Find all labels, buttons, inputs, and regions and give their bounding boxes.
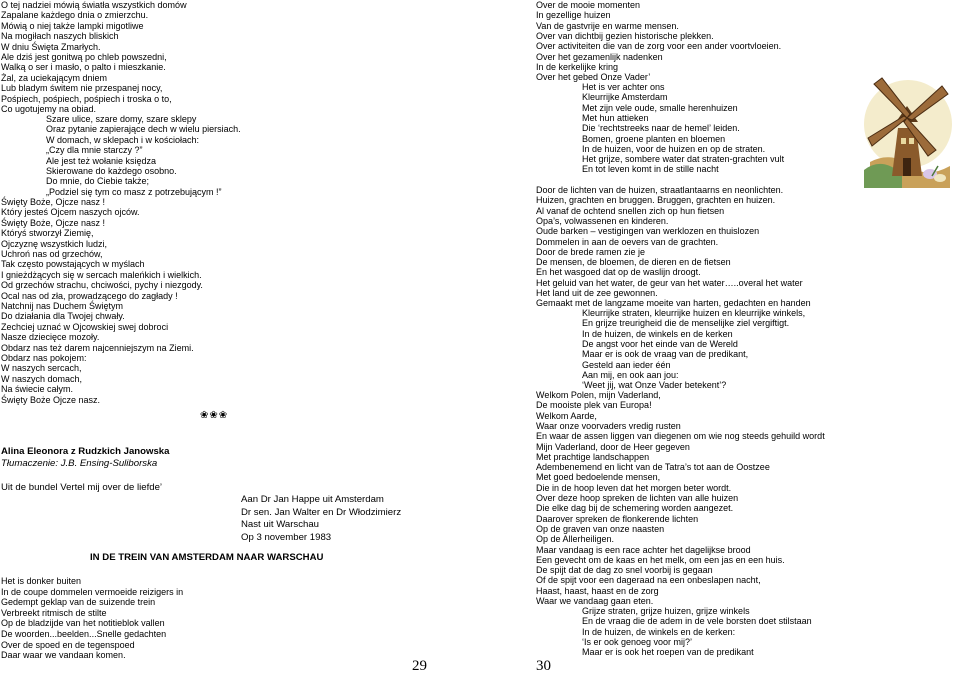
right-page xyxy=(480,0,960,676)
verse-line: Oude barken – vestigingen van werklozen en thuislozen xyxy=(536,226,760,237)
prayer-line: Obdarz nas też darem najcenniejszym na Ziemi. xyxy=(1,342,194,353)
verse-indented-line: Kleurrijke Amsterdam xyxy=(582,92,668,103)
prayer-line: Który jesteś Ojcem naszych ojców. xyxy=(1,207,140,218)
verse-line: De spijt dat de dag zo snel voorbij is gegaan xyxy=(536,565,713,576)
prayer-line: Obdarz nas pokojem: xyxy=(1,353,87,363)
verse-line: De mensen, de bloemen, de dieren en de fietsen xyxy=(536,257,731,268)
verse-line: Gemaakt met de langzame moeite van harten, gedachten en handen xyxy=(536,298,811,309)
verse-line: In de kerkelijke kring xyxy=(536,61,619,72)
verse-indented-line: En de vraag die de adem in de vele borsten doet stilstaan xyxy=(582,616,812,627)
poem-indented-line: „Podziel się tym co masz z potrzebującym !” xyxy=(46,186,222,197)
verse-line: Welkom Polen, mijn Vaderland, xyxy=(536,390,661,400)
verse-line: Over het gebed Onze Vader’ xyxy=(536,72,651,83)
verse-line: Huizen, grachten en bruggen. Bruggen, grachten en huizen. xyxy=(536,195,776,206)
prayer-line: I gnieżdżących się w sercach maleńkich i wielkich. xyxy=(1,269,202,280)
prayer-line: Ocal nas od zła, prowadzącego do zagłady ! xyxy=(1,290,178,301)
prayer-line: Święty Boże, Ojcze nasz ! xyxy=(1,197,106,207)
verse-indented-line: En tot leven komt in de stille nacht xyxy=(582,164,719,175)
poem-indented-line: Do mnie, do Ciebie także; xyxy=(46,176,150,187)
prayer-line: W naszych domach, xyxy=(1,373,83,384)
ornament: ❀❀❀ xyxy=(200,410,229,421)
verse-indented-line: Aan mij, en ook aan jou: xyxy=(582,369,679,380)
prayer-line: Uchroń nas od grzechów, xyxy=(1,249,103,259)
verse-line: In gezellige huizen xyxy=(536,10,611,21)
poem-line: Żal, za uciekającym dniem xyxy=(1,72,108,83)
trein-line: Het is donker buiten xyxy=(1,576,82,586)
prayer-line: Nasze dziecięce mozoły. xyxy=(1,332,100,343)
author-name: Alina Eleonora z Rudzkich Janowska xyxy=(1,446,170,457)
poem-indented-line: Szare ulice, szare domy, szare sklepy xyxy=(46,114,197,124)
prayer-line: W naszych sercach, xyxy=(1,363,82,374)
translator-credit: Tłumaczenie: J.B. Ensing-Suliborska xyxy=(1,458,158,469)
verse-indented-line: Met zijn vele oude, smalle herenhuizen xyxy=(582,102,738,113)
verse-line: Een gevecht om de kaas en het melk, om een jas en een huis. xyxy=(536,554,785,565)
trein-line: Op de bladzijde van het notitieblok vallen xyxy=(1,618,165,629)
verse-line: Dommelen in aan de oevers van de grachten. xyxy=(536,236,719,247)
prayer-line: Tak często powstających w myślach xyxy=(1,259,145,270)
verse-line: Het geluid van het water, de geur van het water…..overal het water xyxy=(536,277,803,288)
verse-line: Mijn Vaderland, door de Heer gegeven xyxy=(536,441,690,452)
verse-line: Opa’s, volwassenen en kinderen. xyxy=(536,215,669,226)
verse-line: De mooiste plek van Europa! xyxy=(536,400,652,411)
verse-line: Waar we vandaag gaan eten. xyxy=(536,596,654,606)
poem-line: Zapalane każdego dnia o zmierzchu. xyxy=(1,10,149,21)
verse-indented-line: ‘Weet jij, wat Onze Vader betekent’? xyxy=(582,380,727,391)
verse-line: Op de Allerheiligen. xyxy=(536,534,615,545)
poem-heading: IN DE TREIN VAN AMSTERDAM NAAR WARSCHAU xyxy=(90,552,324,563)
prayer-line: Od grzechów strachu, chciwości, pychy i niezgody. xyxy=(1,280,203,291)
poem-indented-line: „Czy dla mnie starczy ?” xyxy=(46,145,143,156)
trein-line: Daar waar we vandaan komen. xyxy=(1,650,126,661)
verse-line: Op de graven van onze naasten xyxy=(536,523,665,534)
verse-line: Die elke dag bij de schemering worden aangezet. xyxy=(536,503,734,514)
dedication-line: Aan Dr Jan Happe uit Amsterdam xyxy=(241,494,384,505)
verse-indented-line: Die ‘rechtstreeks naar de hemel’ leiden. xyxy=(582,123,740,134)
verse-line: Over activiteiten die van de zorg voor een ander voortvloeien. xyxy=(536,41,782,52)
prayer-line: Któryś stworzył Ziemię, xyxy=(1,228,94,239)
verse-indented-line: Grijze straten, grijze huizen, grijze winkels xyxy=(582,606,750,616)
page-number: 30 xyxy=(536,658,551,674)
verse-line: Al vanaf de ochtend snellen zich op hun fietsen xyxy=(536,205,725,216)
verse-line: Over de mooie momenten xyxy=(536,0,641,10)
prayer-line: Na świecie całym. xyxy=(1,384,74,395)
verse-line: Het land uit de zee gewonnen. xyxy=(536,288,658,298)
trein-line: De woorden...beelden...Snelle gedachten xyxy=(1,629,167,639)
verse-indented-line: Kleurrijke straten, kleurrijke huizen en kleurrijke winkels, xyxy=(582,308,806,318)
dedication-line: Op 3 november 1983 xyxy=(241,531,332,543)
verse-indented-line: Maar er is ook de vraag van de predikant, xyxy=(582,349,749,360)
verse-line: Met prachtige landschappen xyxy=(536,451,650,462)
verse-line: Door de lichten van de huizen, straatlantaarns en neonlichten. xyxy=(536,185,784,195)
dedication-line: Dr sen. Jan Walter en Dr Włodzimierz xyxy=(241,506,402,518)
prayer-line: Zechciej uznać w Ojcowskiej swej dobroci xyxy=(1,321,169,332)
verse-line: Door de brede ramen zie je xyxy=(536,246,646,257)
verse-indented-line: In de huizen, de winkels en de kerken: xyxy=(582,626,736,637)
verse-line: Welkom Aarde, xyxy=(536,410,597,421)
trein-line: Over de spoed en de tegenspoed xyxy=(1,639,135,650)
verse-indented-line: Bomen, groene planten en bloemen xyxy=(582,133,726,144)
verse-line: Adembenemend en licht van de Tatra’s tot aan de Oostzee xyxy=(536,462,770,473)
poem-line: Ale dziś jest gonitwą po chleb powszedni, xyxy=(1,52,167,62)
poem-line: Co ugotujemy na obiad. xyxy=(1,104,97,114)
verse-line: Over deze hoop spreken de lichten van alle huizen xyxy=(536,493,739,503)
poem-indented-line: Ale jest też wołanie księdza xyxy=(46,155,157,166)
poem-line: O tej nadziei mówią światła wszystkich domów xyxy=(1,0,187,10)
verse-line: Van de gastvrije en warme mensen. xyxy=(536,20,679,31)
prayer-line: Do działania dla Twojej chwały. xyxy=(1,311,125,322)
verse-line: Over het gezamenlijk nadenken xyxy=(536,51,663,62)
verse-line: Die in de hoop leven dat het morgen beter wordt. xyxy=(536,482,732,493)
verse-indented-line: Het is ver achter ons xyxy=(582,82,665,92)
poem-line: Mówią o niej także lampki migotliwe xyxy=(1,20,144,31)
trein-line: Verbreekt ritmisch de stilte xyxy=(1,607,107,618)
verse-indented-line: In de huizen, voor de huizen en op de straten. xyxy=(582,143,766,154)
prayer-line: Ojczyznę wszystkich ludzi, xyxy=(1,238,108,249)
verse-indented-line: En grijze treurigheid die de menselijke ziel vergiftigt. xyxy=(582,318,790,329)
poem-indented-line: W domach, w sklepach i w kościołach: xyxy=(46,134,200,145)
page-number: 29 xyxy=(412,658,427,674)
windmill-illustration xyxy=(862,70,952,188)
prayer-line: Natchnij nas Duchem Świętym xyxy=(1,301,124,311)
dedication-line: Nast uit Warschau xyxy=(241,519,320,530)
verse-indented-line: Het grijze, sombere water dat straten-grachten vult xyxy=(582,154,785,165)
verse-indented-line: Gesteld aan ieder één xyxy=(582,359,671,370)
verse-indented-line: In de huizen, de winkels en de kerken xyxy=(582,328,733,339)
poem-line: Walką o ser i masło, o palto i mieszkanie. xyxy=(1,62,166,73)
verse-line: Haast, haast, haast en de zorg xyxy=(536,585,659,596)
bundle-line: Uit de bundel Vertel mij over de liefde’ xyxy=(1,482,163,493)
trein-line: In de coupe dommelen vermoeide reizigers in xyxy=(1,586,184,597)
poem-line: Na mogiłach naszych bliskich xyxy=(1,31,119,42)
verse-line: Waar onze voorvaders vredig rusten xyxy=(536,420,681,431)
poem-line: Lub bladym świtem nie przespanej nocy, xyxy=(1,83,163,94)
verse-line: Daarover spreken de flonkerende lichten xyxy=(536,513,699,524)
verse-line: Maar vandaag is een race achter het dagelijkse brood xyxy=(536,544,751,555)
verse-line: En waar de assen liggen van diegenen om wie nog steeds gehuild wordt xyxy=(536,431,825,442)
verse-indented-line: Maar er is ook het roepen van de predikant xyxy=(582,647,754,658)
poem-indented-line: Skierowane do każdego osobno. xyxy=(46,166,177,176)
verse-line: En het wasgoed dat op de waslijn droogt. xyxy=(536,267,701,278)
trein-line: Gedempt geklap van de suizende trein xyxy=(1,597,156,608)
verse-indented-line: ‘Is er ook genoeg voor mij?’ xyxy=(582,636,693,647)
prayer-line: Święty Boże, Ojcze nasz ! xyxy=(1,217,106,228)
poem-indented-line: Oraz pytanie zapierające dech w wielu piersiach. xyxy=(46,124,241,135)
verse-line: Met goed bedoelende mensen, xyxy=(536,472,661,483)
verse-line: Of de spijt voor een dageraad na een onbeslapen nacht, xyxy=(536,575,761,586)
verse-indented-line: De angst voor het einde van de Wereld xyxy=(582,338,738,349)
verse-line: Over van dichtbij gezien historische plekken. xyxy=(536,30,714,41)
prayer-line: Święty Boże Ojcze nasz. xyxy=(1,394,101,405)
poem-line: W dniu Święta Zmarłych. xyxy=(1,41,101,52)
poem-line: Pośpiech, pośpiech, pośpiech i troska o to, xyxy=(1,93,172,104)
verse-indented-line: Met hun attieken xyxy=(582,112,649,123)
